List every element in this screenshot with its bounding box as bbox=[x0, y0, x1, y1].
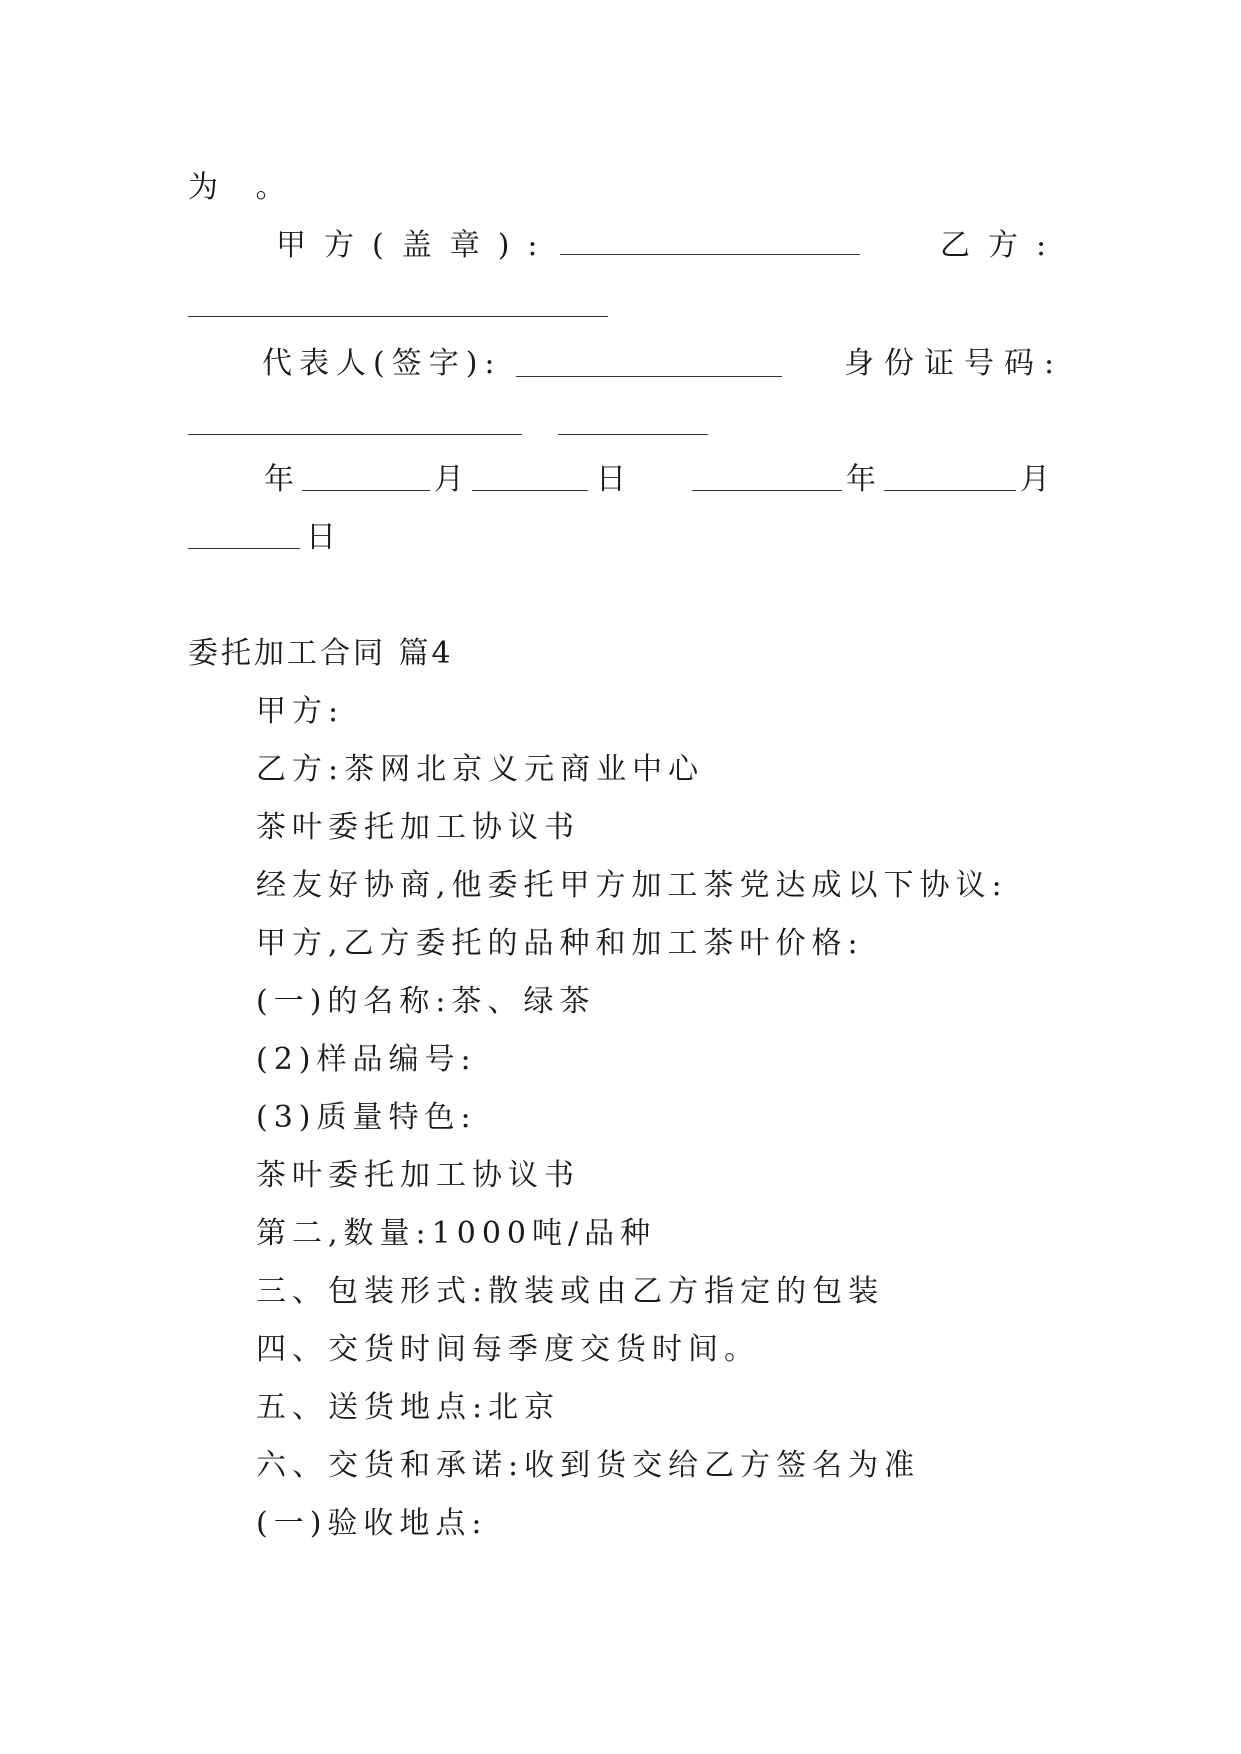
date-month-b: 月 bbox=[1020, 462, 1050, 497]
paragraph: (一)验收地点: bbox=[256, 1506, 488, 1541]
date-day-b: 日 bbox=[306, 520, 336, 555]
party-b-label: 乙方: bbox=[940, 228, 1065, 263]
paragraph: (一)的名称:茶、绿茶 bbox=[256, 984, 596, 1019]
paragraph: (3)质量特色: bbox=[256, 1100, 477, 1135]
date-year-a-blank bbox=[302, 462, 430, 491]
section-title: 委托加工合同 篇4 bbox=[188, 636, 454, 671]
id-number-blank-2 bbox=[558, 406, 708, 435]
date-month-a: 月 bbox=[434, 462, 464, 497]
paragraph: 经友好协商,他委托甲方加工茶党达成以下协议: bbox=[256, 868, 1008, 903]
paragraph: 四、交货时间每季度交货时间。 bbox=[256, 1332, 760, 1367]
date-month-a-blank bbox=[472, 462, 588, 491]
date-b-prefix-blank bbox=[692, 462, 842, 491]
paragraph: 甲方: bbox=[256, 694, 345, 729]
id-number-blank-1 bbox=[188, 406, 522, 435]
paragraph: 甲方,乙方委托的品种和加工茶叶价格: bbox=[256, 926, 864, 961]
party-a-signature-blank bbox=[560, 226, 860, 255]
date-day-a: 日 bbox=[596, 462, 626, 497]
date-year-a: 年 bbox=[264, 462, 294, 497]
id-number-label: 身份证号码: bbox=[844, 346, 1065, 381]
paragraph: 乙方:茶网北京义元商业中心 bbox=[256, 752, 705, 787]
paragraph: 第二,数量:1000吨/品种 bbox=[256, 1216, 657, 1251]
paragraph: 三、包装形式:散装或由乙方指定的包装 bbox=[256, 1274, 885, 1309]
date-year-b-blank bbox=[884, 462, 1016, 491]
party-b-signature-blank bbox=[188, 288, 608, 317]
paragraph: 六、交货和承诺:收到货交给乙方签名为准 bbox=[256, 1448, 921, 1483]
text-line-wei: 为 。 bbox=[188, 170, 300, 205]
representative-label: 代表人(签字): bbox=[262, 346, 502, 381]
date-month-b-blank bbox=[188, 520, 300, 549]
paragraph: 茶叶委托加工协议书 bbox=[256, 810, 580, 845]
paragraph: 茶叶委托加工协议书 bbox=[256, 1158, 580, 1193]
date-year-b: 年 bbox=[846, 462, 876, 497]
party-a-label: 甲方(盖章): bbox=[276, 228, 556, 263]
representative-signature-blank bbox=[516, 348, 782, 377]
paragraph: (2)样品编号: bbox=[256, 1042, 477, 1077]
paragraph: 五、送货地点:北京 bbox=[256, 1390, 561, 1425]
